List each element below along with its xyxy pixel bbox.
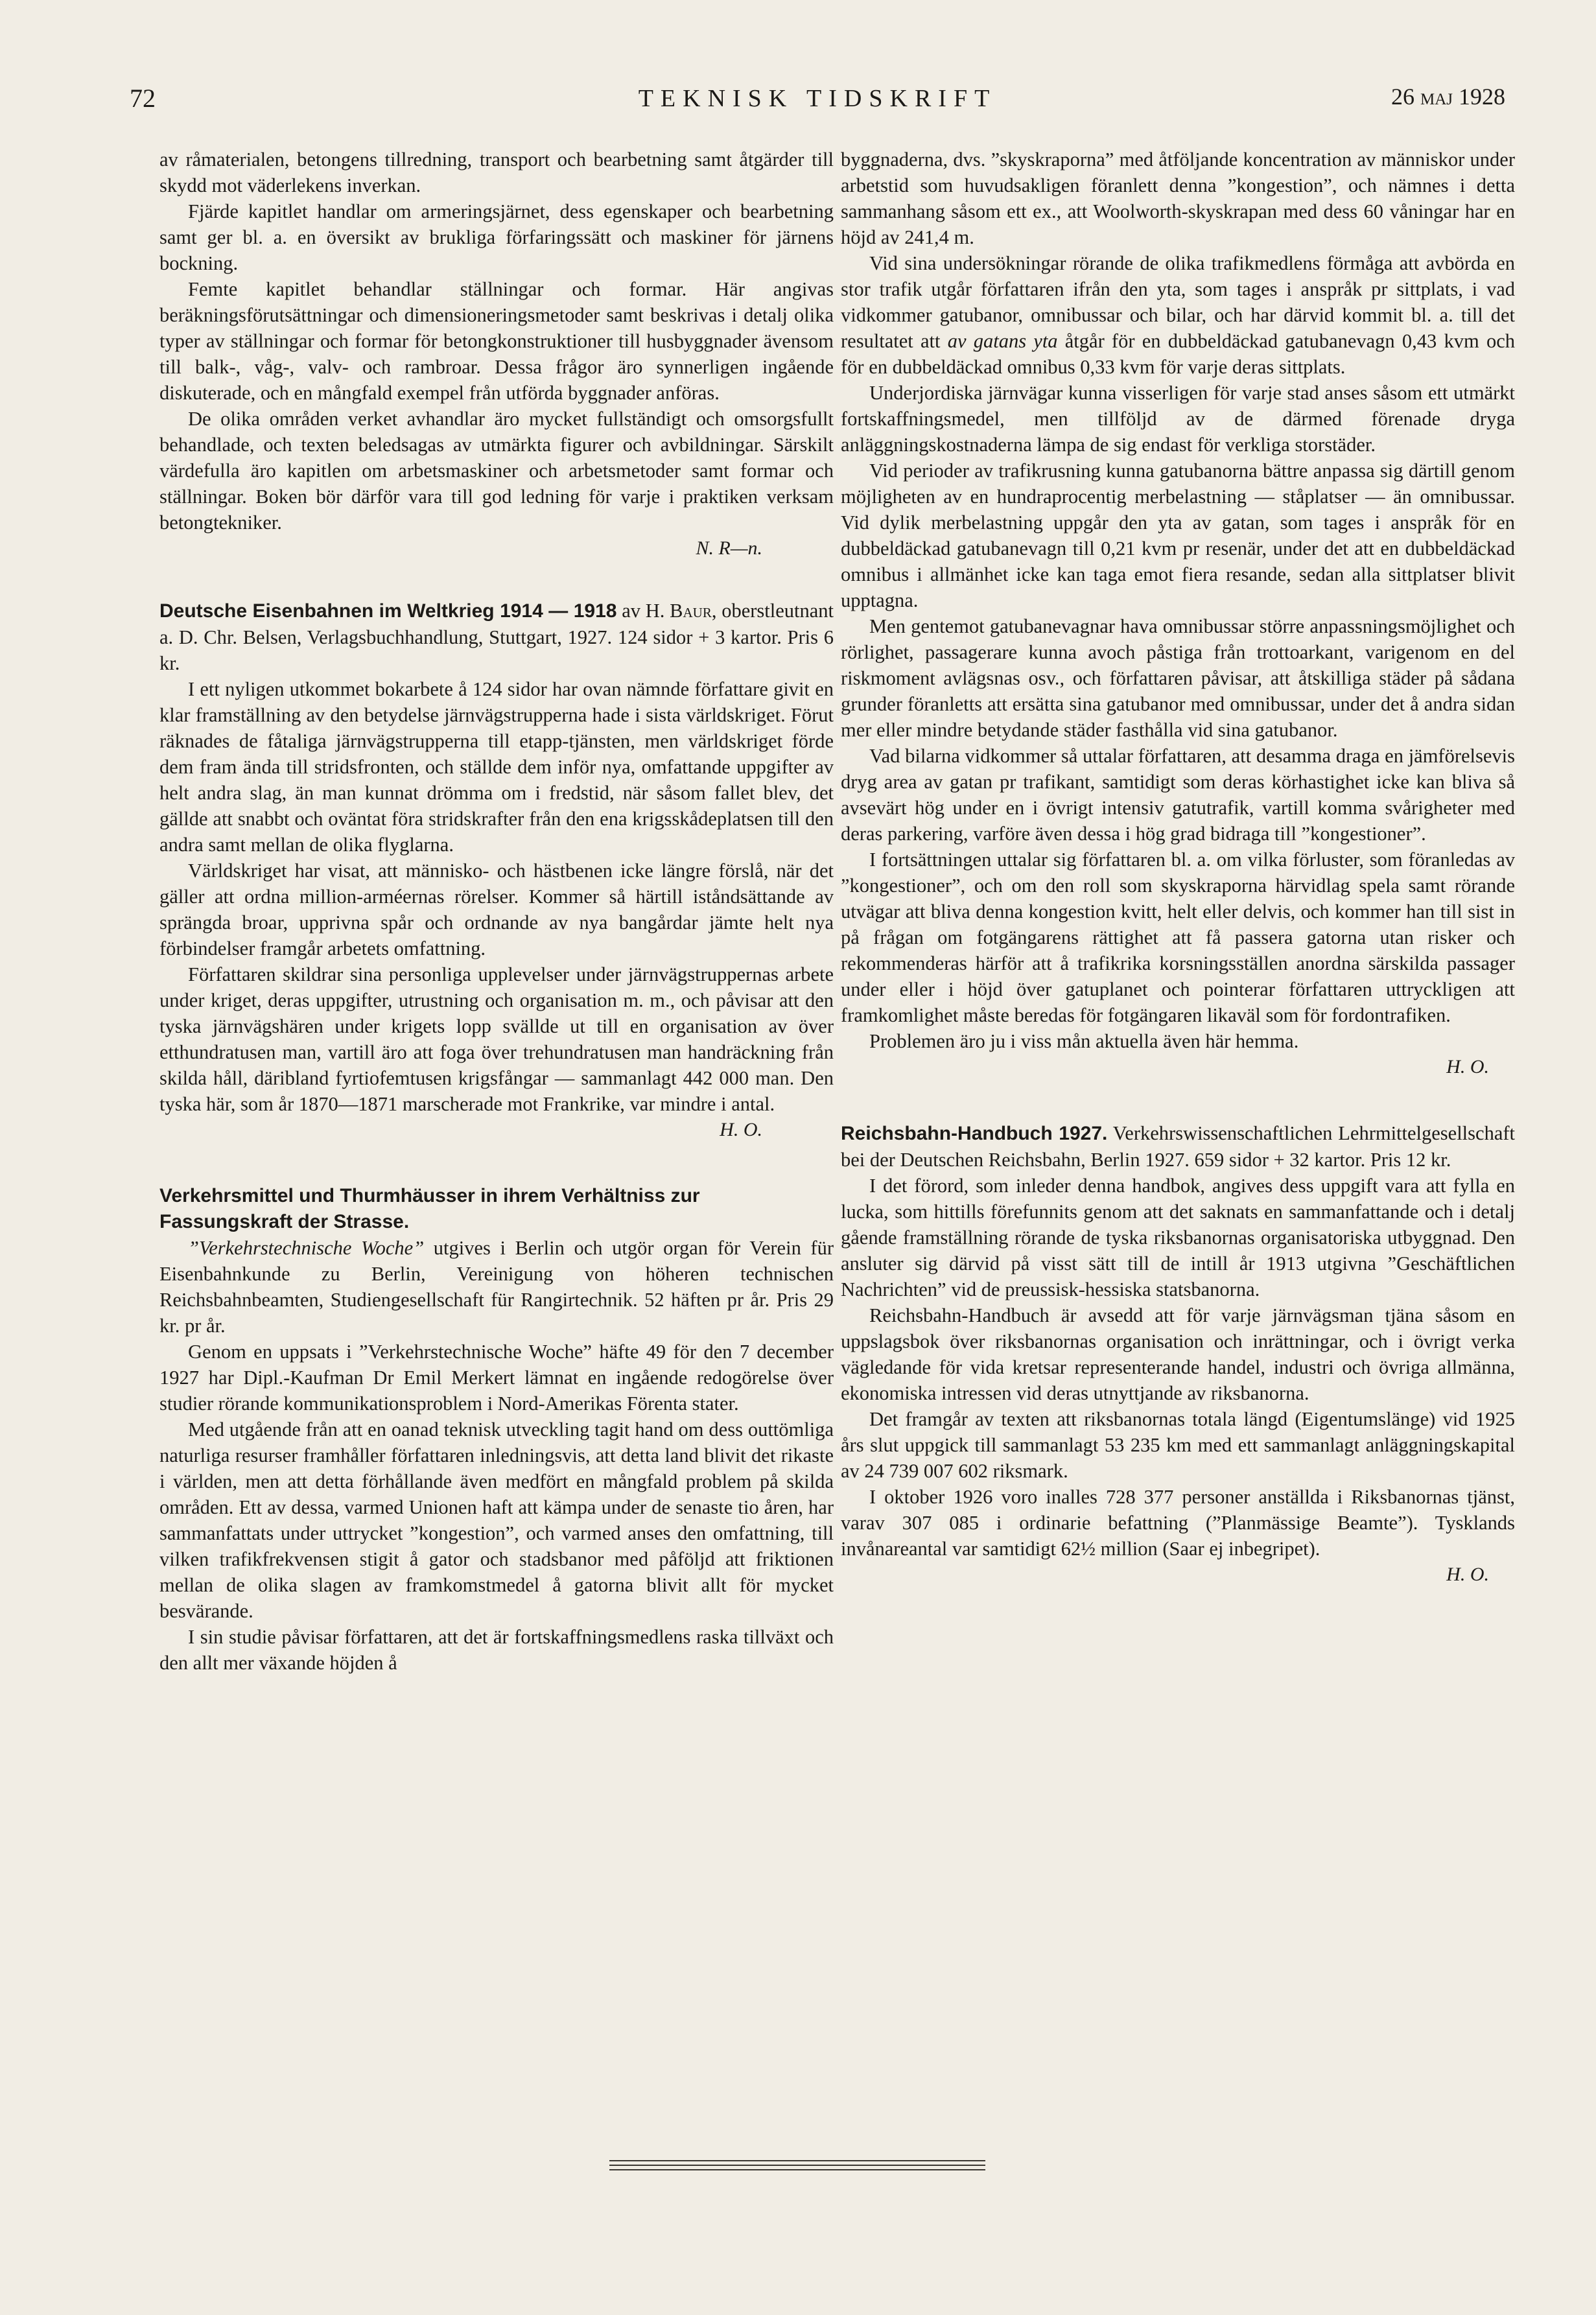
paragraph: Reichsbahn-Handbuch är avsedd att för varje järnvägsman tjäna såsom en uppslagsbok över riksbanornas organisation och inrättningar, och i övrigt verka vägledande för vida kretsar representerande handel, industri och övriga allmänna, ekonomiska intressen vid deras utnyttjande av riksbanorna. — [841, 1304, 1515, 1404]
signature: H. O. — [720, 1119, 762, 1140]
byline: av H. — [622, 600, 665, 622]
paragraph: I det förord, som inleder denna handbok, angives dess uppgift vara att fylla en lucka, som hittills förefunnits genom att det saknats en sammanfattande och i detalj gående framställning rörande de tyska riksbanornas organisatoriska utbyggnad. Den ansluter sig därvid på visst sätt till de intill år 1913 utgivna ”Geschäftlichen Nachrichten” vid de preussisk-hessiska statsbanorna. — [841, 1175, 1515, 1300]
signature: H. O. — [1446, 1564, 1489, 1585]
issue-month: maj — [1420, 84, 1453, 110]
paragraph: Genom en uppsats i ”Verkehrstechnische Woche” häfte 49 för den 7 december 1927 har Dipl.-Kaufman Dr Emil Merkert lämnat en ingående redogörelse över studier rörande kommunikationsproblem i Nord-Amerikas Förenta stater. — [159, 1341, 834, 1415]
issue-date — [1391, 83, 1505, 110]
book-title: Reichsbahn-Handbuch 1927. — [841, 1123, 1108, 1144]
page-number: 72 — [130, 84, 156, 113]
paragraph — [159, 1235, 834, 1339]
paragraph: Vid perioder av trafikrusning kunna gatubanorna bättre anpassa sig därtill genom möjligheten av en hundraprocentig merbelastning — ståplatser — än omnibussar. Vid dylik merbelastning uppgår den yta av gatan, som tages i anspråk för en dubbeldäckad gatubanevagn till 0,21 kvm pr resenär, under det att en dubbeldäckad omnibus i allmänhet icke kan taga emot fiera resande, sedan alla sittplatser blivit upptagna. — [841, 460, 1515, 611]
paragraph: Problemen äro ju i viss mån aktuella även här hemma. — [869, 1030, 1299, 1052]
publication-details: , oberstleutnant a. D. Chr. Belsen, Verlagsbuchhandlung, Stuttgart, 1927. 124 sidor + 3 kartor. Pris 6 kr. — [159, 600, 834, 674]
paragraph: byggnaderna, dvs. ”skyskraporna” med åtföljande koncentration av människor under arbetstid som huvudsakligen föranlett denna ”kongestion”, och nämnes i detta sammanhang såsom ett ex., att Woolworth-skyskrapan med dess 60 våningar har en höjd av 241,4 m. — [841, 148, 1515, 248]
paragraph: Men gentemot gatubanevagnar hava omnibussar större anpassningsmöjlighet och rörlighet, passagerare kunna avoch påstiga från trottoarkant, varigenom en del riskmoment avlägsnas osv., och författaren påvisar, att åtskilliga städer på sådana grunder föranletts att ersätta sina gatubanor med omnibussar, under det å andra sidan mer eller mindre betydande städer fasthålla vid sina gatubanor. — [841, 615, 1515, 741]
paragraph-text: utgives i Berlin och utgör organ för Verein für Eisenbahnkunde zu Berlin, Vereinigung von höheren technischen Reichsbahnbeamten, Studiengesellschaft für Rangirtechnik. 52 häften pr år. Pris 29 kr. pr år. — [159, 1237, 834, 1337]
signature: H. O. — [1446, 1056, 1489, 1077]
paragraph: I ett nyligen utkommet bokarbete å 124 sidor har ovan nämnde författare givit en klar framställning av den betydelse järnvägstrupperna hade i sista världskriget. Förut räknades de fåtaliga järnvägstrupperna till etapp-tjänsten, men världskriget förde dem fram ända till stridsfronten, och ställde dem inför nya, omfattande uppgifter av helt andra slag, än man kunnat drömma om i fredstid, när såsom fallet blev, det gällde att snabbt och oväntat föra stridskrafter från den ena krigsskådeplatsen till den andra samt mellan de olika flyglarna. — [159, 678, 834, 856]
paragraph: Författaren skildrar sina personliga upplevelser under järnvägstruppernas arbete under kriget, deras uppgifter, utrustning och organisation m. m., och påvisar att den tyska järnvägshären under krigets lopp svällde ut till en organisation av över etthundratusen man, vartill äro att foga över trehundratusen man handräckning från skilda håll, däribland fyrtiofemtusen krigsfångar — sammanlagt 442 000 man. Den tyska här, som år 1870—1871 marscherade mot Frankrike, var mindre i antal. — [159, 963, 834, 1115]
end-rule — [609, 2169, 985, 2170]
book-title: Deutsche Eisenbahnen im Weltkrieg 1914 — 1918 — [159, 600, 617, 622]
page-header — [130, 83, 1505, 122]
signature: N. R—n. — [696, 537, 762, 559]
author-name: Baur — [670, 600, 712, 622]
paragraph — [841, 250, 1515, 380]
paragraph: av råmaterialen, betongens tillredning, transport och bearbetning samt åtgärder till skydd mot väderlekens inverkan. — [159, 148, 834, 196]
paragraph: Fjärde kapitlet handlar om armeringsjärnet, dess egenskaper och bearbetning samt ger bl. a. en översikt av brukliga förfaringssätt och maskiner för järnens bockning. — [159, 200, 834, 274]
paragraph: Femte kapitlet behandlar ställningar och formar. Här angivas beräkningsförutsättningar och dimensioneringsmetoder samt beskrivas i detalj olika typer av ställningar och formar för betongkonstruktioner till husbyggnader ävensom till balk-, våg-, valv- och rambroar. Dessa frågor äro synnerligen ingående diskuterade, och en mångfald exempel från utförda byggnader anföras. — [159, 278, 834, 404]
paragraph-text: Vid sina undersökningar rörande de olika trafikmedlens förmåga att avbörda en stor trafik utgår författaren ifrån den yta, som tages i anspråk pr sittplats, i vad vidkommer gatubanor, omnibussar och bilar, och har därvid kommit bl. a. till det resultatet att — [841, 252, 1515, 352]
right-column — [841, 147, 1515, 1588]
emphasis: av gatans yta — [947, 330, 1058, 352]
publication-details: Verkehrswissenschaftlichen Lehrmittelgesellschaft bei der Deutschen Reichsbahn, Berlin 1927. 659 sidor + 32 kartor. Pris 12 kr. — [841, 1122, 1515, 1171]
review-heading — [841, 1120, 1515, 1173]
issue-year: 1928 — [1459, 84, 1505, 110]
paragraph: Vad bilarna vidkommer så uttalar författaren, att desamma draga en jämförelsevis dryg area av gatan pr trafikant, samtidigt som deras körhastighet icke kan bliva så avsevärt hög under en i övrigt intensiv gatutrafik, vartill komma svårigheter med deras parkering, varföre även dessa i hög grad bidraga till ”kongestioner”. — [841, 745, 1515, 845]
left-column — [159, 147, 834, 1676]
review-heading — [159, 598, 834, 676]
article-heading: Verkehrsmittel und Thurmhäusser in ihrem Verhältniss zur Fassungskraft der Strasse. — [159, 1185, 700, 1232]
paragraph: Världskriget har visat, att människo- och hästbenen icke längre förslå, när det gäller att ordna million-arméernas rörelser. Kommer så härtill iståndsättande av sprängda broar, upprivna spår och ordnande av nya bangårdar jämte helt nya förbindelser framgår arbetets omfattning. — [159, 860, 834, 959]
issue-day: 26 — [1391, 84, 1414, 110]
paragraph: Det framgår av texten att riksbanornas totala längd (Eigentumslänge) vid 1925 års slut uppgick till sammanlagt 53 235 km med ett sammanlagt anläggningskapital av 24 739 007 602 riksmark. — [841, 1408, 1515, 1482]
end-rule — [609, 2165, 985, 2166]
paragraph: Med utgående från att en oanad teknisk utveckling tagit hand om dess outtömliga naturliga resurser framhåller författaren inledningsvis, att detta land blivit det rikaste i världen, men att detta förhållande även medfört en mångfald problem på skilda områden. Ett av dessa, varmed Unionen haft att kämpa under de senaste tio åren, har sammanfattats under uttrycket ”kongestion”, och varmed anses den omfattning, till vilken trafikfrekvensen stigit å gator och stadsbanor med påföljd att friktionen mellan de olika slagen av framkomstmedel å gatorna blivit allt för mycket besvärande. — [159, 1418, 834, 1622]
journal-name: ”Verkehrstechnische Woche” — [188, 1237, 425, 1259]
paragraph: I sin studie påvisar författaren, att det är fortskaffningsmedlens raska tillväxt och den allt mer växande höjden å — [159, 1626, 834, 1674]
journal-title: TEKNISK TIDSKRIFT — [638, 85, 997, 112]
paragraph: Underjordiska järnvägar kunna visserligen för varje stad anses såsom ett utmärkt fortskaffningsmedel, men tillföljd av de därmed förenade dryga anläggningskostnaderna lämpa de sig endast för verkliga storstäder. — [841, 382, 1515, 456]
paragraph: I oktober 1926 voro inalles 728 377 personer anställda i Riksbanornas tjänst, varav 307 085 i ordinarie befattning (”Planmässige Beamte”). Tysklands invånareantal var samtidigt 62½ million (Saar ej inbegripet). — [841, 1486, 1515, 1560]
paragraph-text: åtgår för en dubbeldäckad gatubanevagn 0,43 kvm och för en dubbeldäckad omnibus 0,33 kvm för varje deras sittplats. — [841, 330, 1515, 378]
paragraph: I fortsättningen uttalar sig författaren bl. a. om vilka förluster, som föranledas av ”kongestioner”, och om den roll som skyskraporna härvidlag spela samt rörande utvägar att bliva denna kongestion kvitt, helt eller delvis, och kommer han till sist in på frågan om fotgängarens rättighet att få passera gatorna utan risker och rekommenderas härför att å trafikrika korsningsställen anordna särskilda passager under eller i höjd över gatuplanet och pointerar författaren uttryckligen att framkomlighet måste beredas för fotgängaren likaväl som för fordontrafiken. — [841, 849, 1515, 1026]
paragraph: De olika områden verket avhandlar äro mycket fullständigt och omsorgsfullt behandlade, och texten beledsagas av utmärkta figurer och avbildningar. Särskilt värdefulla äro kapitlen om arbetsmaskiner och arbetsmetoder samt formar och ställningar. Boken bör därför vara till god ledning för varje i praktiken verksam betongtekniker. — [159, 408, 834, 534]
end-rule — [609, 2160, 985, 2161]
